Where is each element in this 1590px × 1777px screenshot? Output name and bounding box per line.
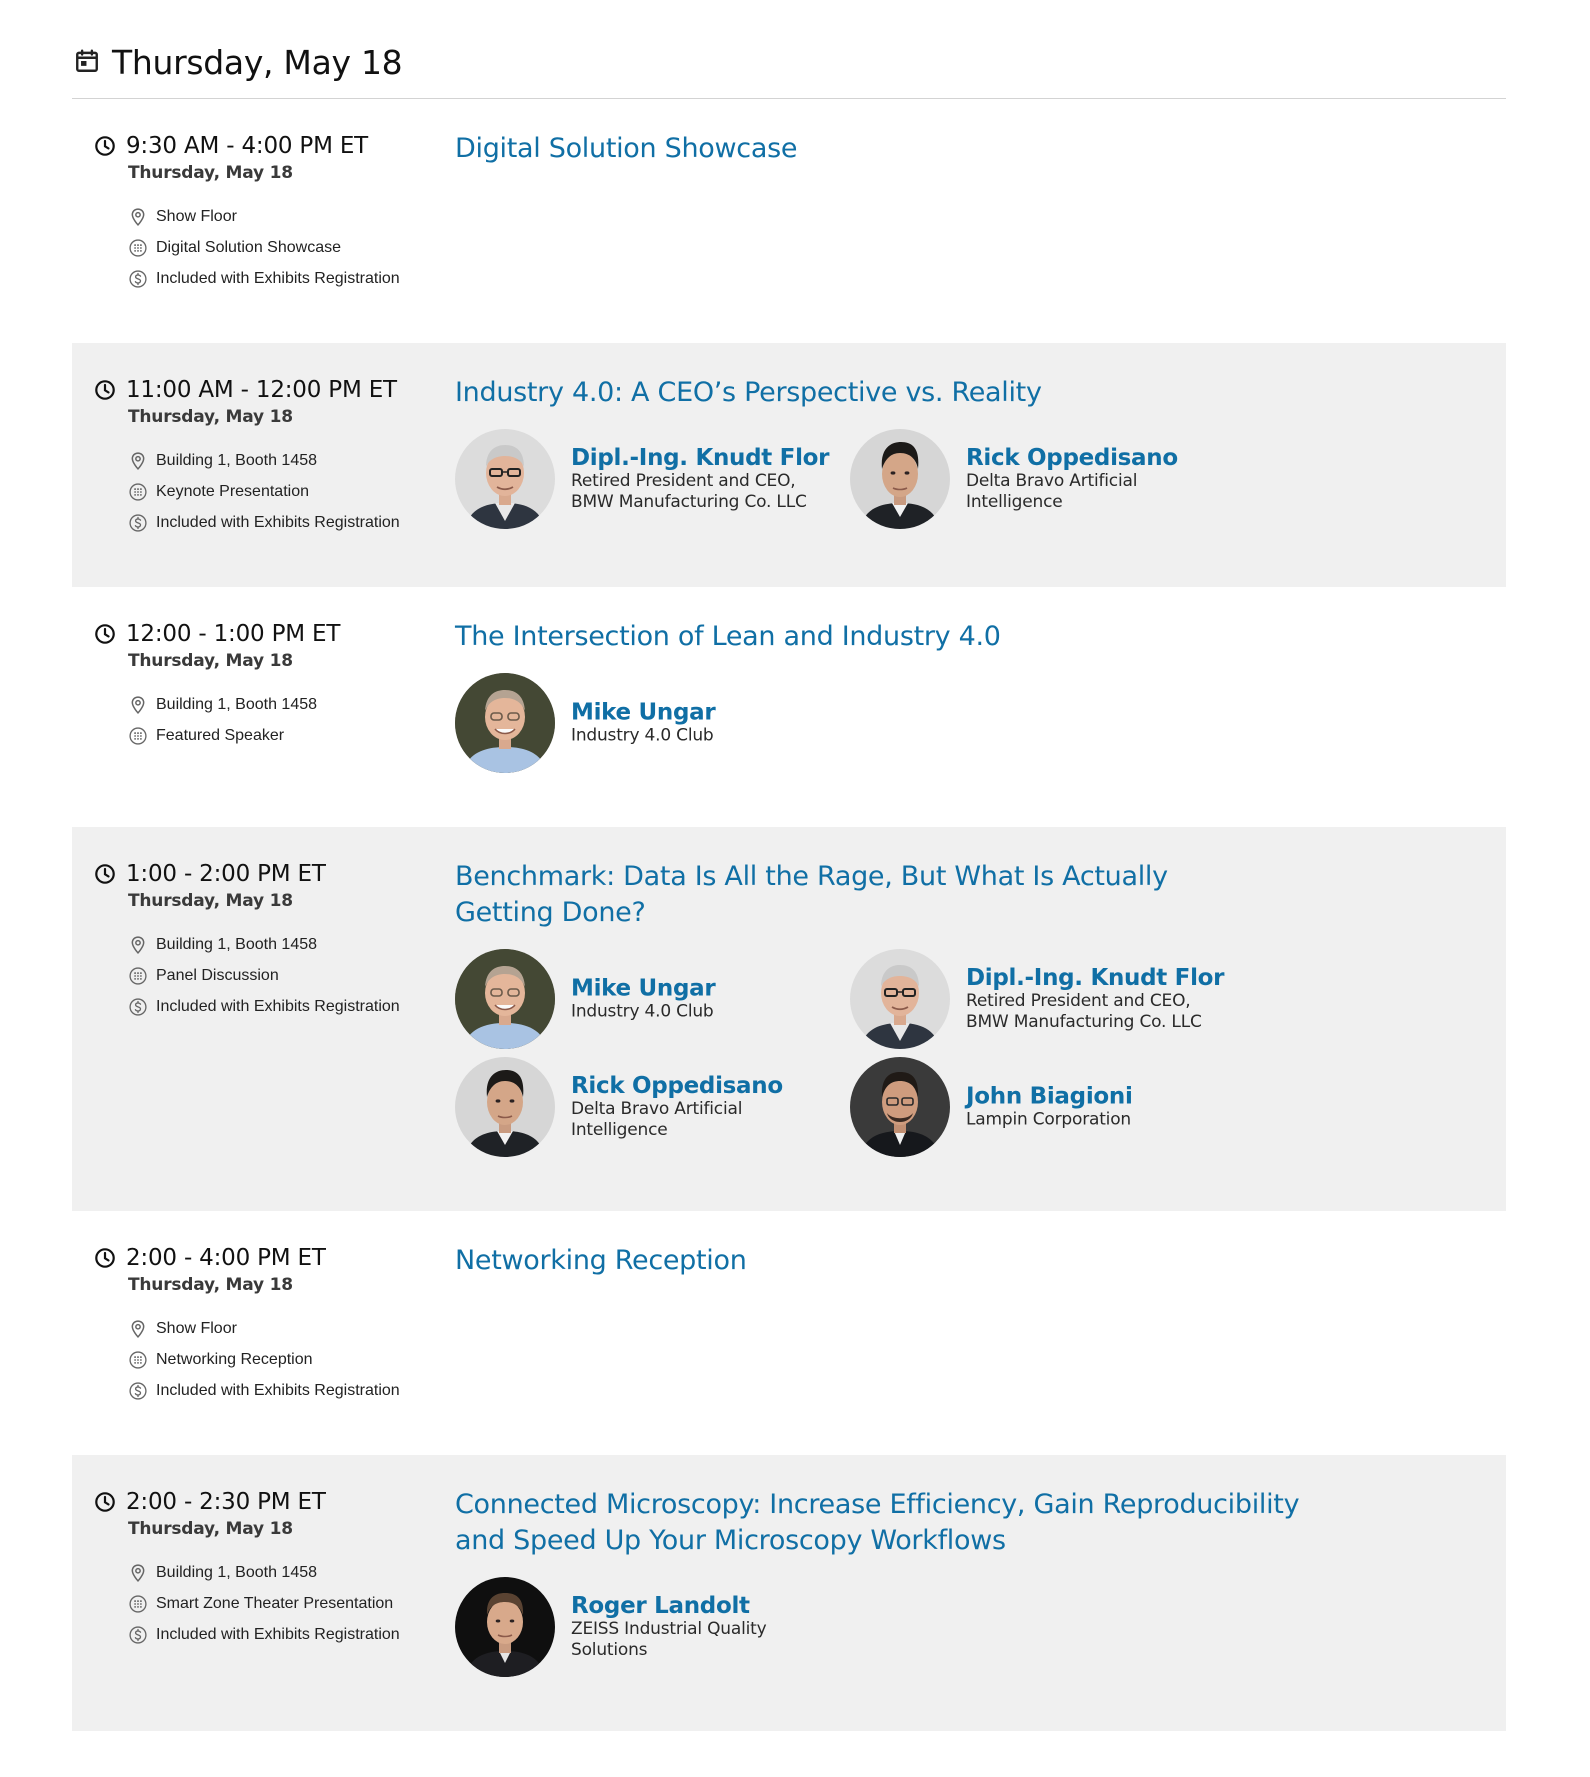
speaker-list <box>455 1577 1335 1677</box>
day-header <box>72 0 1506 99</box>
speaker-avatar <box>455 1577 555 1677</box>
speaker-org: Lampin Corporation <box>966 1109 1131 1130</box>
session-type-icon <box>128 482 148 502</box>
session-location: Building 1, Booth 1458 <box>156 1563 318 1581</box>
speaker-avatar <box>455 1057 555 1157</box>
speaker-avatar <box>455 949 555 1049</box>
session-time: 2:00 - 2:30 PM ET <box>126 1489 326 1515</box>
session-type-icon <box>128 238 148 258</box>
speaker-list <box>455 429 1435 529</box>
session-time: 2:00 - 4:00 PM ET <box>126 1245 326 1271</box>
speaker-avatar <box>455 429 555 529</box>
session-title-link[interactable]: Connected Microscopy: Increase Efficiency, Gain Reproducibility and Speed Up Your Microscopy Workflows <box>455 1489 1300 1556</box>
session-title-link[interactable]: Benchmark: Data Is All the Rage, But What Is Actually Getting Done? <box>455 861 1168 928</box>
speaker-org: Industry 4.0 Club <box>571 1001 714 1022</box>
speaker-card[interactable] <box>455 1057 845 1157</box>
speaker-name[interactable]: Dipl.-Ing. Knudt Flor <box>966 965 1225 991</box>
session-details <box>94 619 434 751</box>
session-row <box>72 1211 1506 1455</box>
session-time: 12:00 - 1:00 PM ET <box>126 621 341 647</box>
speaker-card[interactable] <box>850 429 1240 529</box>
speaker-name[interactable]: Dipl.-Ing. Knudt Flor <box>571 445 830 471</box>
session-row <box>72 827 1506 1211</box>
clock-icon <box>94 1247 116 1269</box>
session-type: Smart Zone Theater Presentation <box>156 1594 394 1612</box>
session-time: 9:30 AM - 4:00 PM ET <box>126 133 369 159</box>
session-location: Show Floor <box>156 1319 237 1337</box>
session-title-link[interactable]: Networking Reception <box>455 1245 747 1276</box>
session-row <box>72 1455 1506 1731</box>
session-details <box>94 1487 434 1650</box>
speaker-avatar <box>850 1057 950 1157</box>
session-row <box>72 343 1506 587</box>
session-title-link[interactable]: Digital Solution Showcase <box>455 133 798 164</box>
session-details <box>94 131 434 294</box>
day-title: Thursday, May 18 <box>112 43 403 82</box>
session-location: Show Floor <box>156 207 237 225</box>
session-title-link[interactable]: The Intersection of Lean and Industry 4.0 <box>455 621 1001 652</box>
speaker-org: Delta Bravo Artificial Intelligence <box>966 471 1138 512</box>
speaker-card[interactable] <box>850 1057 1240 1157</box>
speaker-org: Industry 4.0 Club <box>571 725 714 746</box>
location-pin-icon <box>128 935 148 955</box>
speaker-org: Retired President and CEO, BMW Manufacturing Co. LLC <box>966 991 1202 1032</box>
session-details <box>94 1243 434 1406</box>
location-pin-icon <box>128 451 148 471</box>
session-price: Included with Exhibits Registration <box>156 269 400 287</box>
dollar-icon <box>128 513 148 533</box>
speaker-org: Retired President and CEO, BMW Manufacturing Co. LLC <box>571 471 807 512</box>
clock-icon <box>94 135 116 157</box>
speaker-name[interactable]: Mike Ungar <box>571 975 716 1002</box>
schedule-page <box>72 0 1506 1731</box>
session-price: Included with Exhibits Registration <box>156 997 400 1015</box>
dollar-icon <box>128 997 148 1017</box>
speaker-name[interactable]: Rick Oppedisano <box>571 1073 783 1099</box>
session-type: Networking Reception <box>156 1350 313 1368</box>
calendar-icon <box>74 48 100 74</box>
session-date: Thursday, May 18 <box>128 407 293 427</box>
session-location: Building 1, Booth 1458 <box>156 935 318 953</box>
speaker-name[interactable]: Roger Landolt <box>571 1593 750 1619</box>
session-price: Included with Exhibits Registration <box>156 513 400 531</box>
session-date: Thursday, May 18 <box>128 891 293 911</box>
speaker-org: Delta Bravo Artificial Intelligence <box>571 1099 743 1140</box>
session-type-icon <box>128 1350 148 1370</box>
speaker-avatar <box>850 949 950 1049</box>
session-location: Building 1, Booth 1458 <box>156 695 318 713</box>
speaker-org: ZEISS Industrial Quality Solutions <box>571 1619 767 1660</box>
speaker-card[interactable] <box>850 949 1240 1049</box>
session-date: Thursday, May 18 <box>128 651 293 671</box>
clock-icon <box>94 623 116 645</box>
session-type-icon <box>128 966 148 986</box>
session-row <box>72 587 1506 827</box>
speaker-name[interactable]: John Biagioni <box>966 1083 1133 1110</box>
session-date: Thursday, May 18 <box>128 163 293 183</box>
session-row <box>72 99 1506 343</box>
speaker-card[interactable] <box>455 1577 845 1677</box>
session-details <box>94 375 434 538</box>
speaker-list <box>455 673 1435 773</box>
session-title-link[interactable]: Industry 4.0: A CEO’s Perspective vs. Reality <box>455 377 1042 408</box>
dollar-icon <box>128 1625 148 1645</box>
speaker-card[interactable] <box>455 429 845 529</box>
session-location: Building 1, Booth 1458 <box>156 451 318 469</box>
session-type: Digital Solution Showcase <box>156 238 341 256</box>
clock-icon <box>94 863 116 885</box>
speaker-avatar <box>455 673 555 773</box>
session-time: 1:00 - 2:00 PM ET <box>126 861 326 887</box>
session-type: Keynote Presentation <box>156 482 309 500</box>
session-price: Included with Exhibits Registration <box>156 1381 400 1399</box>
dollar-icon <box>128 1381 148 1401</box>
clock-icon <box>94 379 116 401</box>
clock-icon <box>94 1491 116 1513</box>
speaker-name[interactable]: Rick Oppedisano <box>966 445 1178 471</box>
session-type-icon <box>128 726 148 746</box>
location-pin-icon <box>128 1319 148 1339</box>
session-type-icon <box>128 1594 148 1614</box>
speaker-avatar <box>850 429 950 529</box>
session-date: Thursday, May 18 <box>128 1275 293 1295</box>
session-type: Featured Speaker <box>156 726 285 744</box>
session-details <box>94 859 434 1022</box>
session-time: 11:00 AM - 12:00 PM ET <box>126 377 397 403</box>
speaker-card[interactable] <box>455 673 845 773</box>
speaker-card[interactable] <box>455 949 845 1049</box>
location-pin-icon <box>128 207 148 227</box>
location-pin-icon <box>128 695 148 715</box>
session-price: Included with Exhibits Registration <box>156 1625 400 1643</box>
session-type: Panel Discussion <box>156 966 279 984</box>
speaker-name[interactable]: Mike Ungar <box>571 699 716 726</box>
location-pin-icon <box>128 1563 148 1583</box>
session-date: Thursday, May 18 <box>128 1519 293 1539</box>
dollar-icon <box>128 269 148 289</box>
speaker-list <box>455 949 1255 1159</box>
